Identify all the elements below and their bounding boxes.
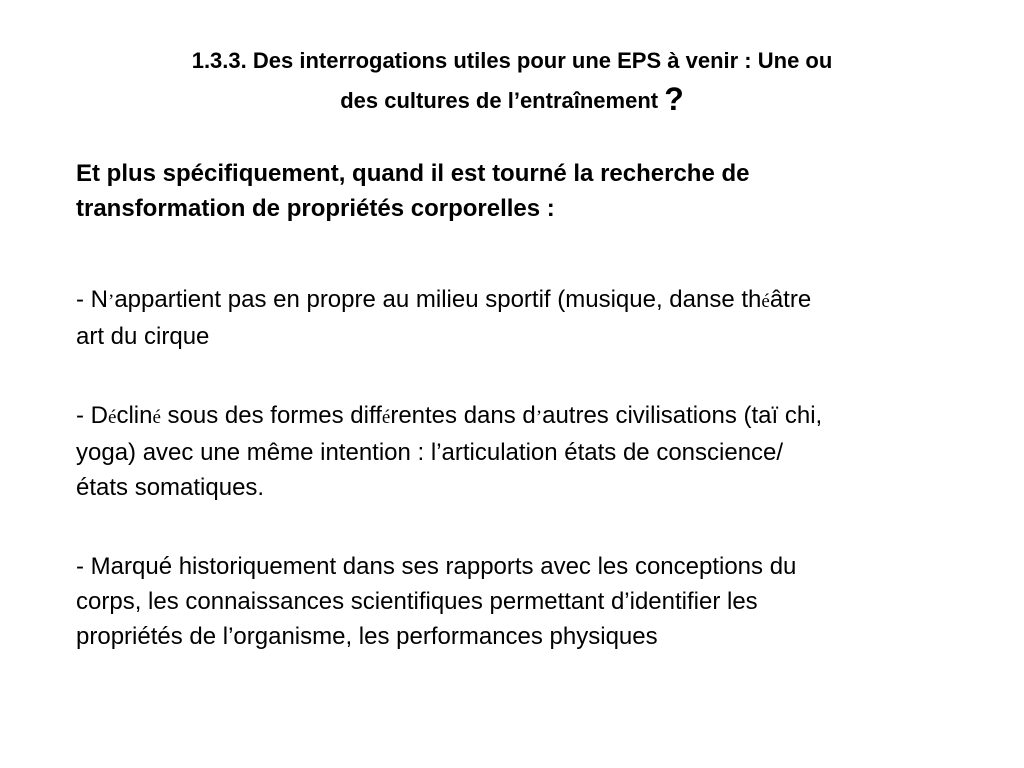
- slide-title-line-2-text: des cultures de l’entraînement: [340, 88, 659, 113]
- text-fragment: appartient pas en propre au milieu sportif (musique, danse th: [114, 286, 762, 313]
- text-fragment: - N: [76, 286, 108, 313]
- bullet-item-2-line-3: états somatiques.: [76, 474, 265, 501]
- slide-title-line-1: 1.3.3. Des interrogations utiles pour une EPS à venir : Une ou: [191, 48, 833, 73]
- bullet-item-3-line-2: corps, les connaissances scientifiques permettant d’identifier les: [76, 588, 758, 615]
- text-fragment: âtre: [769, 286, 812, 313]
- accent-glyph: é: [761, 291, 770, 312]
- slide-title-line-2: [40, 80, 984, 120]
- bullet-item-1: [76, 282, 996, 354]
- bullet-item-2-line-1: [76, 398, 996, 435]
- bullet-item-1-line-2: art du cirque: [76, 323, 210, 350]
- text-fragment: autres civilisations (taï chi,: [542, 402, 823, 429]
- text-fragment: rentes dans d: [390, 402, 536, 429]
- slide-title-question-mark: ?: [664, 81, 684, 117]
- slide-title: [40, 42, 984, 120]
- lead-line-2: transformation de propriétés corporelles :: [76, 195, 555, 222]
- text-fragment: - D: [76, 402, 108, 429]
- bullet-item-3-line-3: propriétés de l’organisme, les performances physiques: [76, 623, 658, 650]
- bullet-item-2: [76, 398, 996, 505]
- bullet-item-1-line-1: [76, 282, 996, 319]
- accent-glyph: é: [108, 407, 117, 428]
- accent-glyph: é: [381, 407, 391, 428]
- accent-glyph: é: [152, 407, 161, 428]
- lead-paragraph: [76, 156, 976, 226]
- apostrophe-glyph: ’: [535, 407, 543, 428]
- text-fragment: clin: [116, 402, 153, 429]
- bullet-item-3-line-1: - Marqué historiquement dans ses rapports avec les conceptions du: [76, 553, 797, 580]
- bullet-item-2-line-2: yoga) avec une même intention : l’articulation états de conscience/: [76, 439, 784, 466]
- apostrophe-glyph: ’: [108, 291, 115, 312]
- text-fragment: sous des formes diff: [160, 402, 382, 429]
- bullet-item-3: [76, 549, 996, 654]
- lead-line-1: Et plus spécifiquement, quand il est tourné la recherche de: [76, 160, 750, 187]
